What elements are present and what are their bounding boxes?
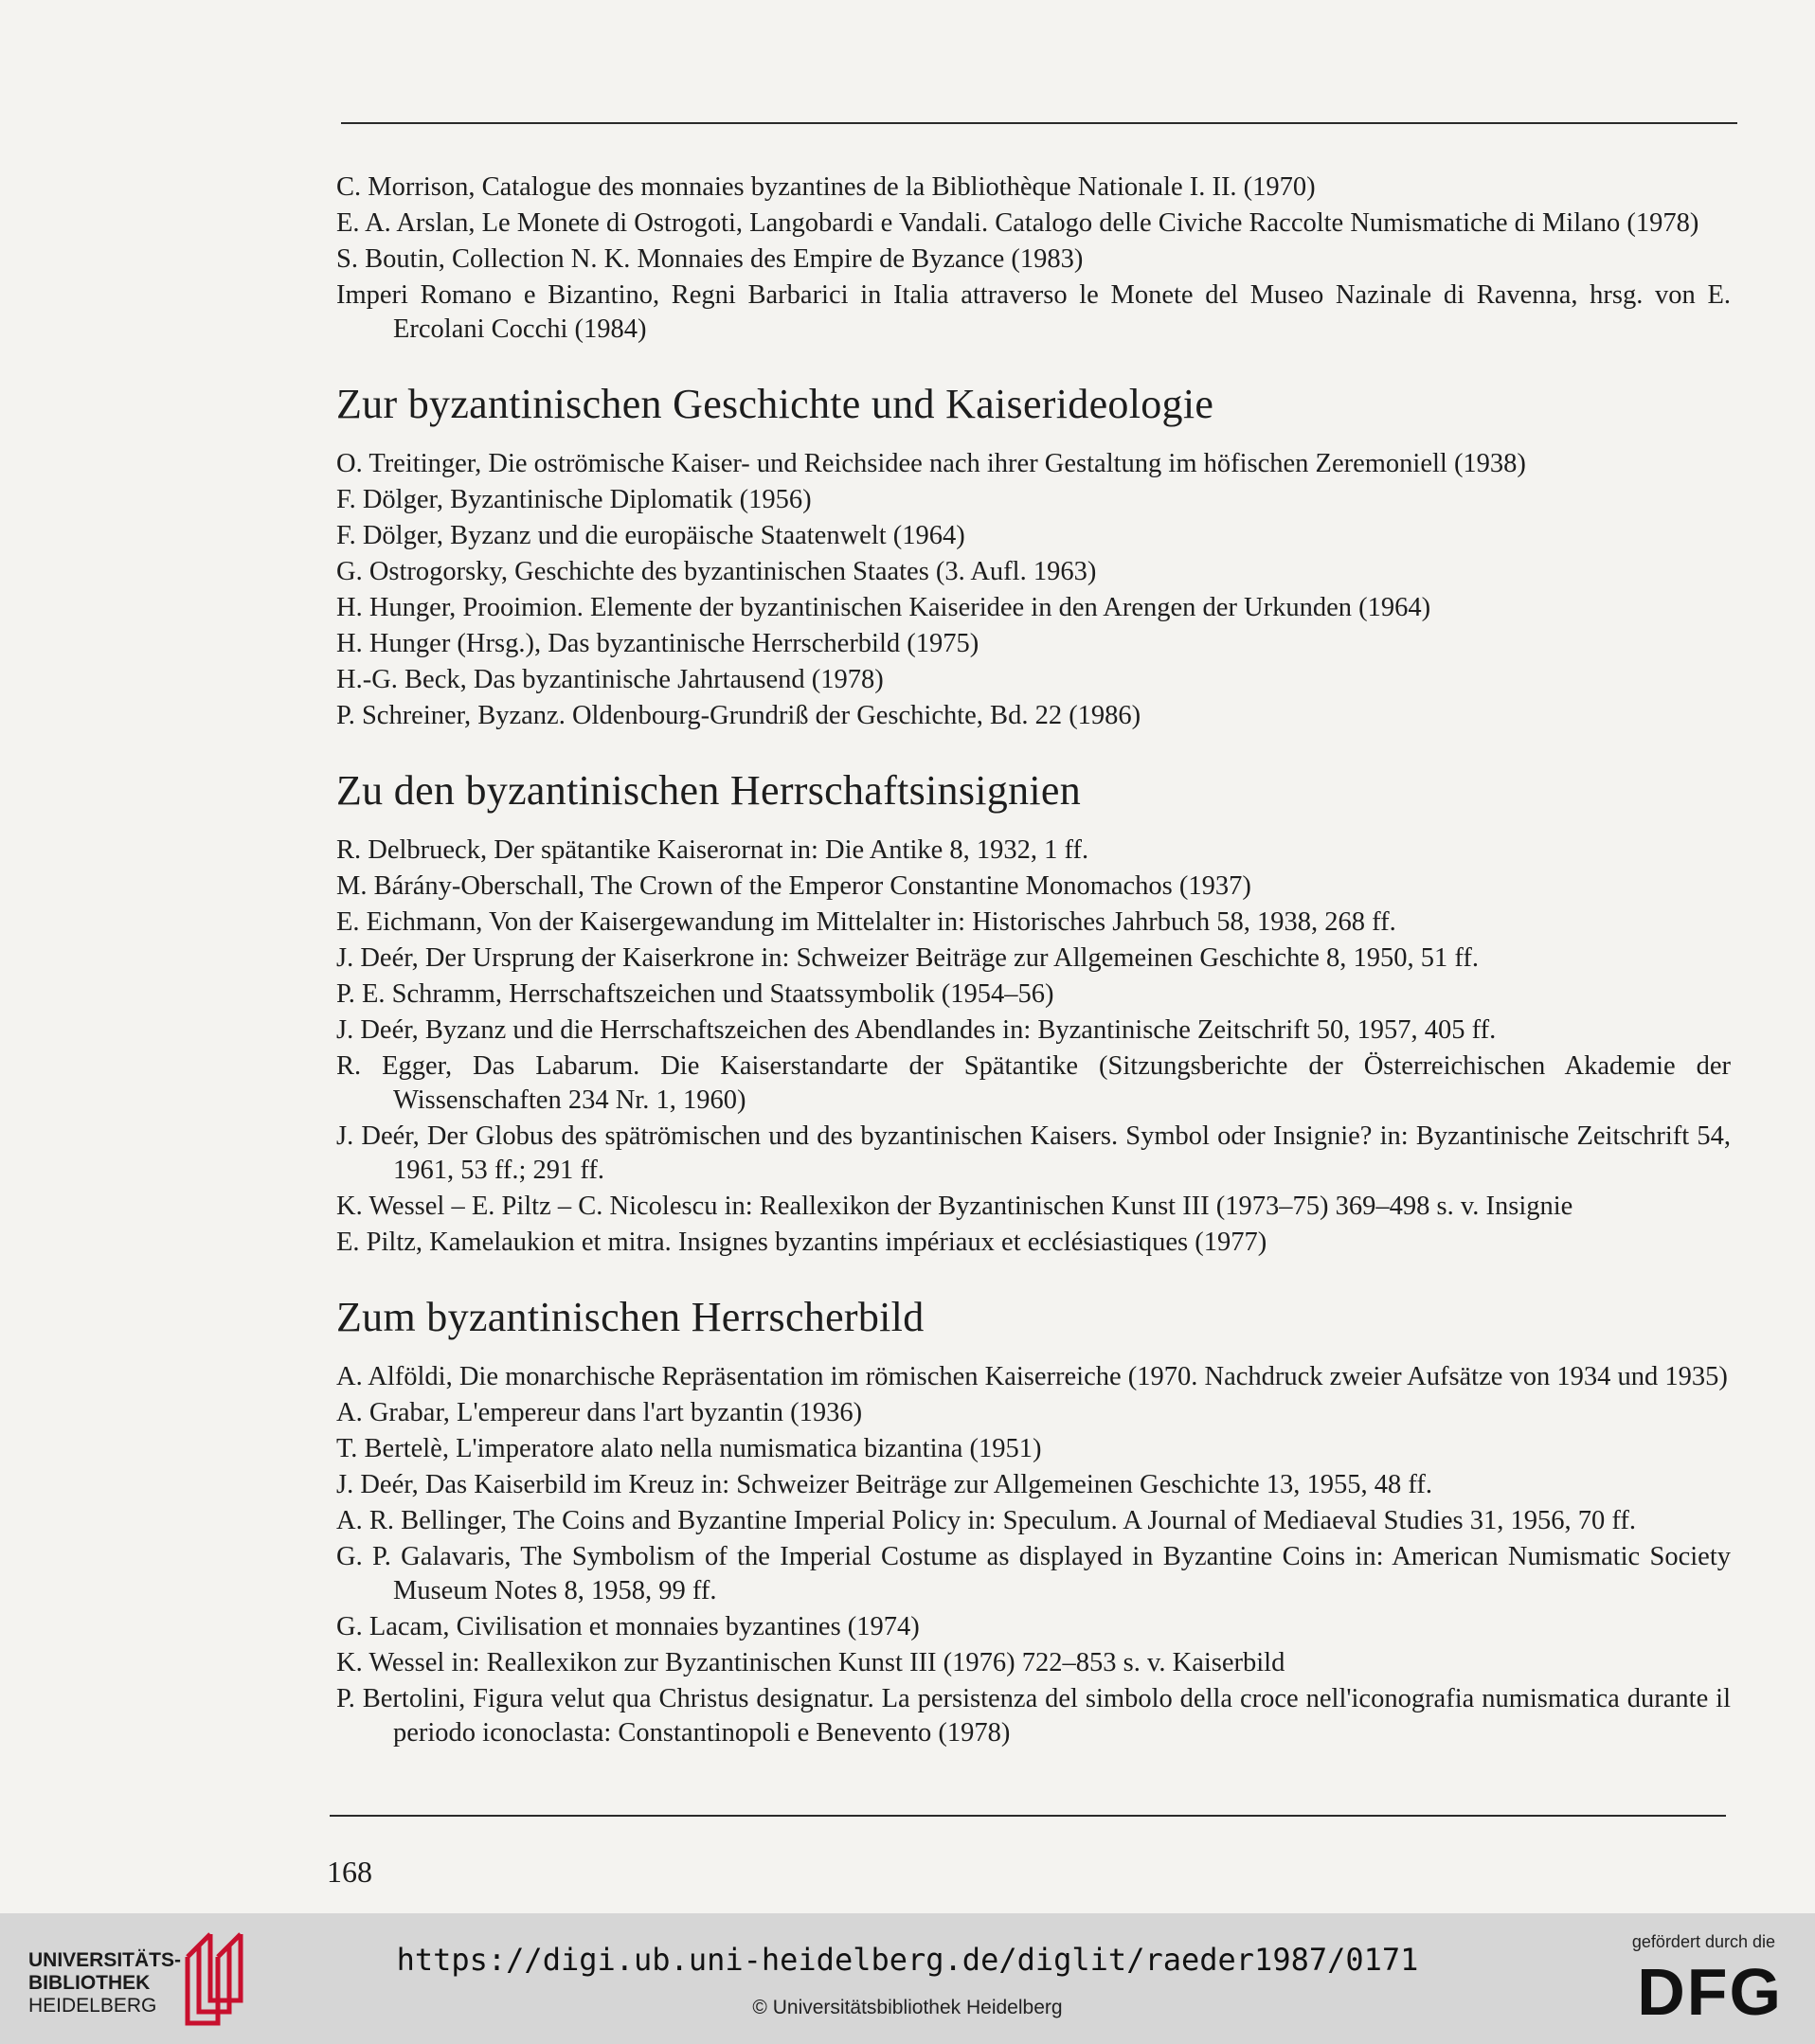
permalink-url[interactable]: https://digi.ub.uni-heidelberg.de/diglit/raeder1987/0171 <box>396 1942 1419 1978</box>
bibliography-entry: J. Deér, Der Globus des spätrömischen und des byzantinischen Kaisers. Symbol oder Insignie? in: Byzantinische Zeitschrift 54, 1961, 53 ff.; 291 ff. <box>336 1121 1731 1185</box>
section-heading: Zur byzantinischen Geschichte und Kaiserideologie <box>336 381 1214 427</box>
bibliography-entry: J. Deér, Der Ursprung der Kaiserkrone in: Schweizer Beiträge zur Allgemeinen Geschichte 8, 1950, 51 ff. <box>336 943 1480 973</box>
logo-line: UNIVERSITÄTS- <box>28 1949 182 1971</box>
bibliography-entry: E. Eichmann, Von der Kaisergewandung im Mittelalter in: Historisches Jahrbuch 58, 1938, 268 ff. <box>336 907 1396 937</box>
logo-line: BIBLIOTHEK <box>28 1972 151 1994</box>
bibliography-entry: J. Deér, Byzanz und die Herrschaftszeichen des Abendlandes in: Byzantinische Zeitschrift 50, 1957, 405 ff. <box>336 1015 1497 1045</box>
bibliography-entry: P. E. Schramm, Herrschaftszeichen und Staatssymbolik (1954–56) <box>336 979 1054 1009</box>
section-heading: Zum byzantinischen Herrscherbild <box>336 1294 925 1340</box>
bibliography-entry: R. Egger, Das Labarum. Die Kaiserstandarte der Spätantike (Sitzungsberichte der Österreichischen Akademie der Wissenschaften 234 Nr. 1, 1960) <box>336 1051 1731 1115</box>
bibliography-entry: H.-G. Beck, Das byzantinische Jahrtausend (1978) <box>336 665 884 694</box>
bibliography-entry: H. Hunger (Hrsg.), Das byzantinische Herrscherbild (1975) <box>336 629 979 658</box>
bibliography-entry: A. Grabar, L'empereur dans l'art byzantin (1936) <box>336 1398 863 1427</box>
bibliography-entry: K. Wessel in: Reallexikon zur Byzantinischen Kunst III (1976) 722–853 s. v. Kaiserbild <box>336 1648 1285 1677</box>
bibliography-entry: J. Deér, Das Kaiserbild im Kreuz in: Schweizer Beiträge zur Allgemeinen Geschichte 13, 1955, 48 ff. <box>336 1470 1432 1499</box>
viewer-footer <box>0 1913 1815 2044</box>
bibliography-section <box>336 170 1731 347</box>
page-number: 168 <box>327 1855 372 1889</box>
copyright-text: © Universitätsbibliothek Heidelberg <box>752 1997 1063 2018</box>
bibliography-entry: P. Bertolini, Figura velut qua Christus designatur. La persistenza del simbolo della croce nell'iconografia numismatica durante il periodo iconoclasta: Constantinopoli e Benevento (1978) <box>336 1684 1731 1748</box>
bibliography-entry: G. Lacam, Civilisation et monnaies byzantines (1974) <box>336 1612 920 1641</box>
dfg-logo[interactable]: DFG <box>1637 1955 1783 2029</box>
bibliography-entry: E. Piltz, Kamelaukion et mitra. Insignes byzantins impériaux et ecclésiastiques (1977) <box>336 1228 1267 1257</box>
bibliography-entry: C. Morrison, Catalogue des monnaies byzantines de la Bibliothèque Nationale I. II. (1970) <box>336 172 1316 202</box>
bibliography-entry: M. Bárány-Oberschall, The Crown of the Emperor Constantine Monomachos (1937) <box>336 871 1251 901</box>
bibliography-entry: S. Boutin, Collection N. K. Monnaies des Empire de Byzance (1983) <box>336 244 1084 274</box>
bibliography-entry: T. Bertelè, L'imperatore alato nella numismatica bizantina (1951) <box>336 1434 1042 1463</box>
bibliography-entry: E. A. Arslan, Le Monete di Ostrogoti, Langobardi e Vandali. Catalogo delle Civiche Raccolte Numismatiche di Milano (1978) <box>336 208 1699 238</box>
funder-label: gefördert durch die <box>1631 1932 1775 1951</box>
bibliography-entry: Imperi Romano e Bizantino, Regni Barbarici in Italia attraverso le Monete del Museo Nazinale di Ravenna, hrsg. von E. Ercolani Cocchi (1984) <box>336 280 1731 344</box>
bibliography-section <box>336 1292 1731 1750</box>
top-rule <box>341 122 1737 124</box>
bottom-rule <box>330 1815 1726 1817</box>
bibliography-entry: O. Treitinger, Die oströmische Kaiser- und Reichsidee nach ihrer Gestaltung im höfischen Zeremoniell (1938) <box>336 449 1526 478</box>
bibliography-section <box>336 765 1731 1260</box>
bibliography-entry: H. Hunger, Prooimion. Elemente der byzantinischen Kaiseridee in den Arengen der Urkunden (1964) <box>336 593 1431 622</box>
bibliography-section <box>336 379 1731 733</box>
logo-line: HEIDELBERG <box>28 1995 157 2017</box>
bibliography-entry: G. P. Galavaris, The Symbolism of the Imperial Costume as displayed in Byzantine Coins in: American Numismatic Society Museum Notes 8, 1958, 99 ff. <box>336 1542 1731 1605</box>
bibliography-entry: F. Dölger, Byzantinische Diplomatik (1956) <box>336 485 812 514</box>
bibliography-entry: R. Delbrueck, Der spätantike Kaiserornat in: Die Antike 8, 1932, 1 ff. <box>336 835 1089 865</box>
bibliography-entry: A. Alföldi, Die monarchische Repräsentation im römischen Kaiserreiche (1970. Nachdruck zweier Aufsätze von 1934 und 1935) <box>336 1362 1728 1391</box>
bibliography <box>336 170 1731 1783</box>
bibliography-entry: P. Schreiner, Byzanz. Oldenbourg-Grundriß der Geschichte, Bd. 22 (1986) <box>336 701 1141 730</box>
bibliography-entry: F. Dölger, Byzanz und die europäische Staatenwelt (1964) <box>336 521 965 550</box>
section-heading: Zu den byzantinischen Herrschaftsinsignien <box>336 767 1082 814</box>
bibliography-entry: A. R. Bellinger, The Coins and Byzantine Imperial Policy in: Speculum. A Journal of Mediaeval Studies 31, 1956, 70 ff. <box>336 1506 1636 1535</box>
bibliography-entry: K. Wessel – E. Piltz – C. Nicolescu in: Reallexikon der Byzantinischen Kunst III (1973–75) 369–498 s. v. Insignie <box>336 1192 1573 1221</box>
bibliography-entry: G. Ostrogorsky, Geschichte des byzantinischen Staates (3. Aufl. 1963) <box>336 557 1097 586</box>
